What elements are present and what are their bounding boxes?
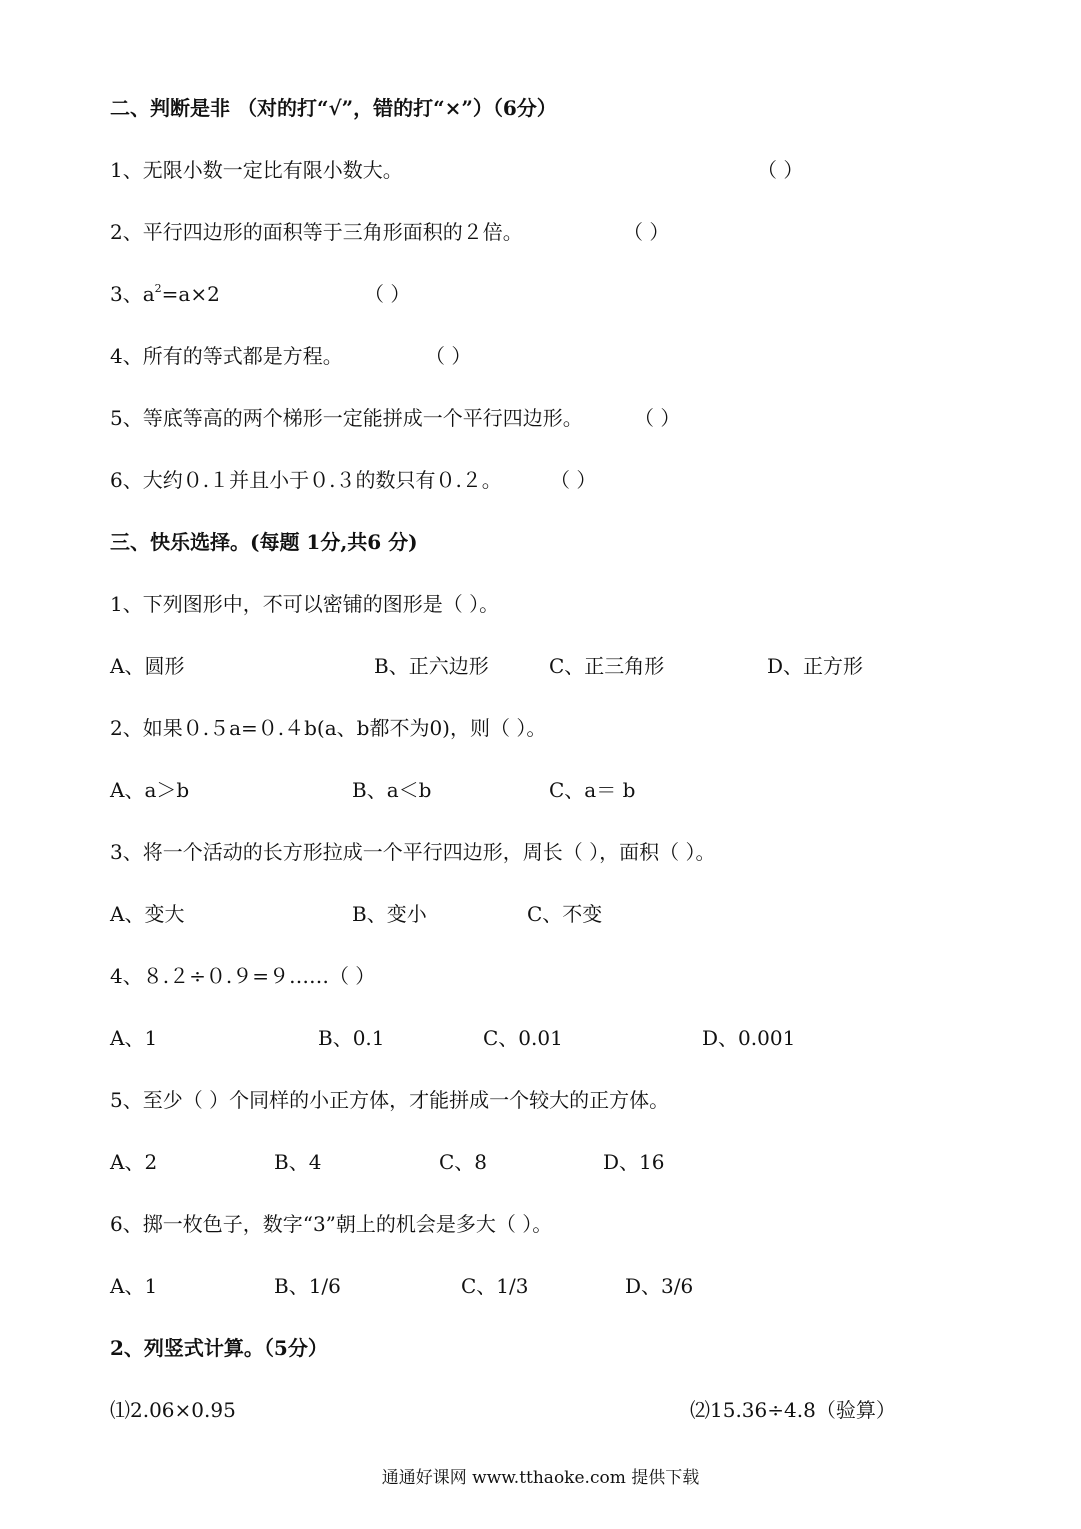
q2-option-c: C、a＝ b (549, 778, 636, 802)
judge-answer-blank-4: （ ） (425, 344, 472, 368)
section-calc-title: 2、列竖式计算。（5分） (110, 1336, 328, 1360)
section-2-title: 二、判断是非 （对的打“√”，错的打“×”）（6分） (110, 96, 557, 120)
q5-option-b: B、4 (274, 1150, 322, 1174)
q4-option-b: B、0.1 (318, 1026, 385, 1050)
q3-option-a: A、变大 (110, 902, 185, 926)
choice-question-3: 3、将一个活动的长方形拉成一个平行四边形，周长（ ），面积（ ）。 (110, 840, 716, 864)
judge-item-3-prefix: 3、a (110, 282, 155, 306)
q6-option-b: B、1/6 (274, 1274, 341, 1298)
footer-source: 通通好课网 www.tthaoke.com 提供下载 (381, 1468, 700, 1488)
calc-problem-2: ⑵15.36÷4.8（验算） (690, 1398, 896, 1422)
judge-item-2: 2、平行四边形的面积等于三角形面积的２倍。 (110, 220, 523, 244)
q3-option-b: B、变小 (352, 902, 427, 926)
q4-option-a: A、1 (110, 1026, 158, 1050)
q6-option-d: D、3/6 (625, 1274, 694, 1298)
judge-item-3-exponent: 2 (154, 282, 162, 295)
choice-question-4: 4、８.２÷０.９=９……（ ） (110, 964, 376, 988)
judge-answer-blank-5: （ ） (634, 406, 681, 430)
choice-question-6: 6、掷一枚色子，数字“3”朝上的机会是多大（ ）。 (110, 1212, 553, 1236)
judge-answer-blank-2: （ ） (623, 220, 670, 244)
q4-option-d: D、0.001 (702, 1026, 796, 1050)
choice-question-1: 1、下列图形中，不可以密铺的图形是（ ）。 (110, 592, 500, 616)
q2-option-b: B、a＜b (352, 778, 432, 802)
judge-answer-blank-1: （ ） (757, 158, 804, 182)
q5-option-d: D、16 (603, 1150, 665, 1174)
judge-answer-blank-3: （ ） (364, 282, 411, 306)
q1-option-d: D、正方形 (767, 654, 864, 678)
judge-item-4: 4、所有的等式都是方程。 (110, 344, 343, 368)
judge-item-3-suffix: =a×2 (161, 282, 220, 306)
judge-item-1: 1、无限小数一定比有限小数大。 (110, 158, 403, 182)
judge-item-3 (110, 280, 220, 308)
q1-option-b: B、正六边形 (374, 654, 489, 678)
calc-problem-1: ⑴2.06×0.95 (110, 1398, 236, 1422)
q3-option-c: C、不变 (527, 902, 603, 926)
judge-answer-blank-6: （ ） (550, 468, 597, 492)
judge-item-6: 6、大约０.１并且小于０.３的数只有０.２。 (110, 468, 502, 492)
judge-item-5: 5、等底等高的两个梯形一定能拼成一个平行四边形。 (110, 406, 583, 430)
q5-option-c: C、8 (439, 1150, 488, 1174)
section-3-title: 三、快乐选择。(每题 1分,共6 分) (110, 530, 418, 554)
q6-option-c: C、1/3 (461, 1274, 529, 1298)
q6-option-a: A、1 (110, 1274, 158, 1298)
q1-option-c: C、正三角形 (549, 654, 665, 678)
q2-option-a: A、a＞b (110, 778, 190, 802)
q1-option-a: A、圆形 (110, 654, 185, 678)
choice-question-2: 2、如果０.５a=０.４b(a、b都不为0)，则（ ）。 (110, 716, 547, 740)
q5-option-a: A、2 (110, 1150, 158, 1174)
q4-option-c: C、0.01 (483, 1026, 563, 1050)
choice-question-5: 5、至少（ ）个同样的小正方体，才能拼成一个较大的正方体。 (110, 1088, 670, 1112)
